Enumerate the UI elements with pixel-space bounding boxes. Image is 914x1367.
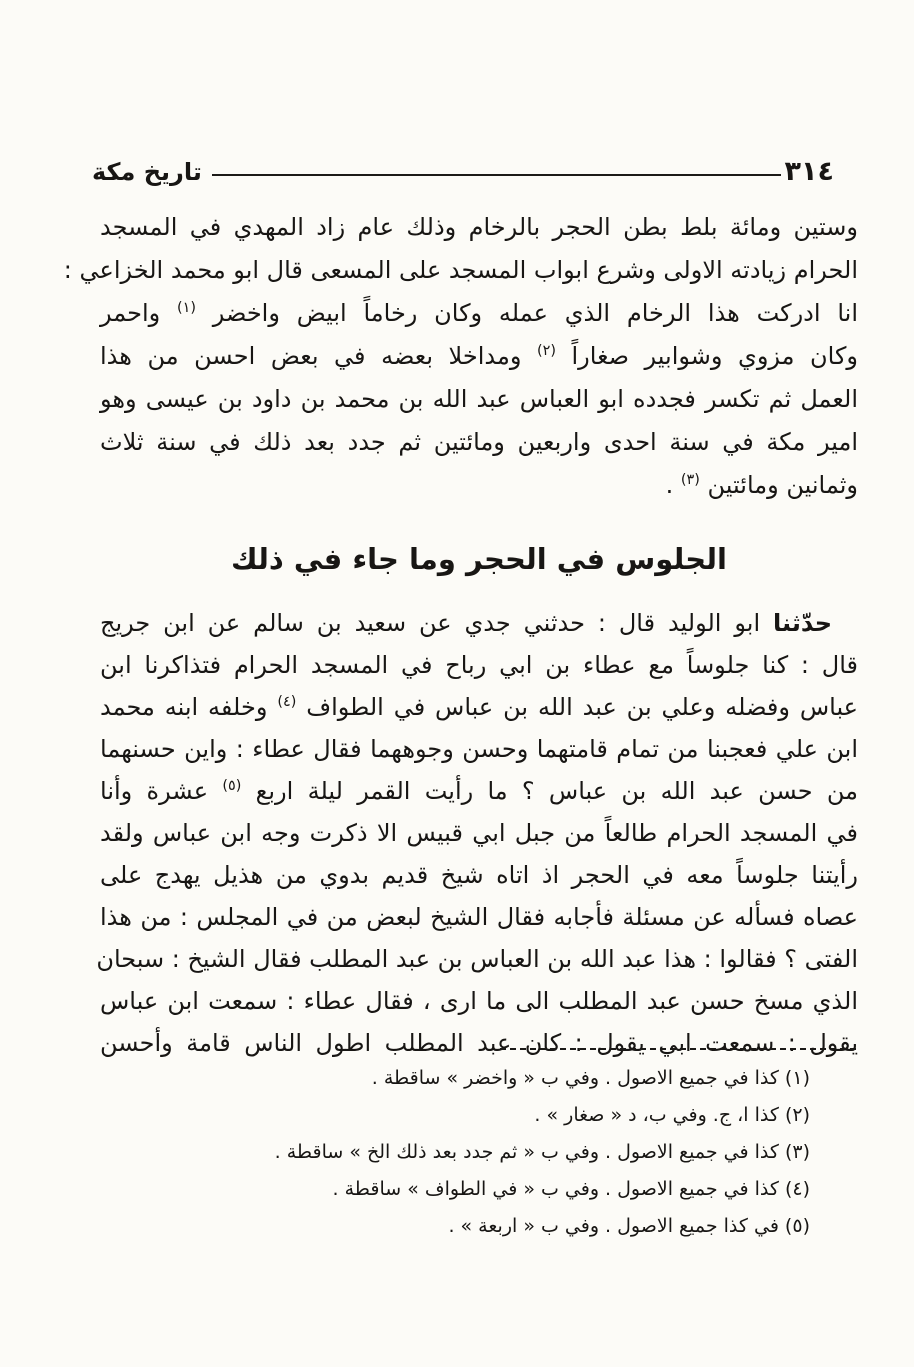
footnote-line: (١) كذا في جميع الاصول . وفي ب « واخضر » ساقطة . xyxy=(371,1067,810,1089)
running-header xyxy=(92,158,834,185)
body-line: قال : كنا جلوساً مع عطاء بن ابي رباح في المسجد الحرام فتذاكرنا ابن xyxy=(100,651,858,679)
body-line: انا ادركت هذا الرخام الذي عمله وكان رخاماً ابيض واخضر $^{(١)}$ واحمر xyxy=(100,299,858,327)
body-line: الفتى ؟ فقالوا : هذا عبد الله بن العباس بن عبد المطلب فقال الشيخ : سبحان xyxy=(96,945,858,973)
body-line: وثمانين ومائتين $^{(٣)}$ . xyxy=(665,471,858,499)
footnotes xyxy=(90,1060,810,1245)
hadith-lead-word: حدّثنا xyxy=(773,609,832,637)
header-rule xyxy=(212,174,781,176)
body-line: في المسجد الحرام طالعاً من جبل ابي قبيس الا ذكرت وجه ابن عباس ولقد xyxy=(100,819,858,847)
section-heading: الجلوس في الحجر وما جاء في ذلك xyxy=(231,542,727,576)
body-line: امير مكة في سنة احدى واربعين ومائتين ثم جدد بعد ذلك في سنة ثلاث xyxy=(100,428,858,456)
body-line: العمل ثم تكسر فجدده ابو العباس عبد الله بن محمد بن داود بن عيسى وهو xyxy=(100,385,858,413)
footnote-line: (٥) في كذا جميع الاصول . وفي ب « اربعة » . xyxy=(448,1215,810,1237)
body-line xyxy=(100,602,858,644)
body-line: وستين ومائة بلط بطن الحجر بالرخام وذلك عام زاد المهدي في المسجد xyxy=(100,213,858,241)
footnote-line: (٣) كذا في جميع الاصول . وفي ب « ثم جدد بعد ذلك الخ » ساقطة . xyxy=(274,1141,810,1163)
paragraph-2 xyxy=(96,602,859,1064)
body-line: الذي مسخ حسن عبد المطلب الى ما ارى ، فقال عطاء : سمعت ابن عباس xyxy=(100,987,858,1015)
body-line: عصاه فسأله عن مسئلة فأجابه فقال الشيخ لبعض من في المجلس : من هذا xyxy=(100,903,858,931)
body-line-text: ابو الوليد قال : حدثني جدي عن سعيد بن سالم عن ابن جريج xyxy=(100,609,774,637)
page-number: ٣١٤ xyxy=(784,156,834,187)
footnote-divider xyxy=(500,1048,856,1050)
body-line: يقول : سمعت ابي يقول : كان عبد المطلب اطول الناس قامة وأحسن xyxy=(100,1029,858,1057)
body-line: الحرام زيادته الاولى وشرع ابواب المسجد على المسعى قال ابو محمد الخزاعي : xyxy=(63,256,858,284)
body-line: وكان مزوي وشوابير صغاراً $^{(٢)}$ ومداخلا بعضه في بعض احسن من هذا xyxy=(100,342,858,370)
body-line: ابن علي فعجبنا من تمام قامتهما وحسن وجوههما فقال عطاء : واين حسنهما xyxy=(100,735,858,763)
body-line: رأيتنا جلوساً معه في الحجر اذ اتاه شيخ قديم بدوي من هذيل يهدج على xyxy=(100,861,858,889)
paragraph-1 xyxy=(63,206,858,507)
book-title: تاريخ مكة xyxy=(92,157,202,186)
footnote-line: (٤) كذا في جميع الاصول . وفي ب « في الطواف » ساقطة . xyxy=(332,1178,810,1200)
footnote-line: (٢) كذا ا، ج. وفي ب، د « صغار » . xyxy=(534,1104,810,1126)
body-line: من حسن عبد الله بن عباس ؟ ما رأيت القمر ليلة اربع $^{(٥)}$ عشرة وأنا xyxy=(100,777,858,805)
body-line: عباس وفضله وعلي بن عبد الله بن عباس في الطواف $^{(٤)}$ وخلفه ابنه محمد xyxy=(100,693,859,721)
